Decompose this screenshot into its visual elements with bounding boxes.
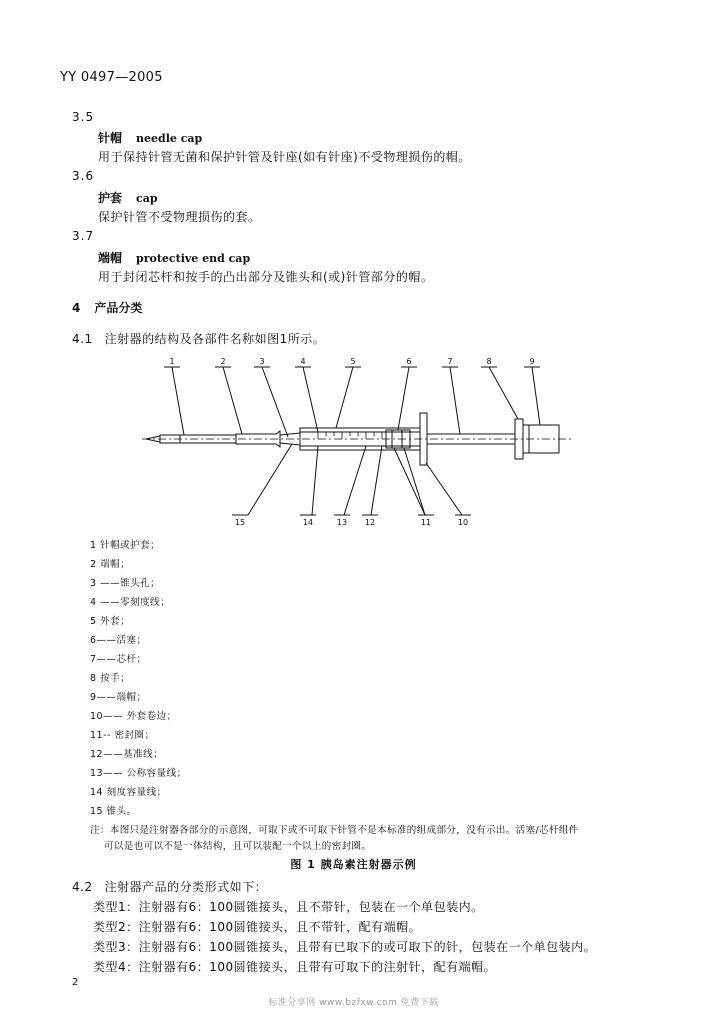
- term-heading: [98, 129, 202, 146]
- legend-item: 12——基准线；: [90, 749, 164, 760]
- clause-4-1: [72, 330, 325, 347]
- label-11: 11: [420, 518, 432, 527]
- label-13: 13: [336, 518, 348, 527]
- label-2: 2: [220, 357, 226, 366]
- term-en: cap: [136, 192, 158, 205]
- label-7: 7: [447, 357, 453, 366]
- label-6: 6: [406, 357, 412, 366]
- term-en: protective end cap: [136, 252, 251, 265]
- term-cn: 针帽: [98, 131, 123, 145]
- chapter-heading: [72, 299, 142, 316]
- term-definition: 用于封闭芯杆和按手的凸出部分及锥头和(或)针管部分的帽。: [98, 270, 434, 284]
- label-9: 9: [529, 357, 535, 366]
- legend-item: 6——活塞；: [90, 635, 147, 646]
- type-item: 类型1：注射器有6：100圆锥接头，且不带针，包装在一个单包装内。: [93, 900, 484, 914]
- term-definition: 用于保持针管无菌和保护针管及针座(如有针座)不受物理损伤的帽。: [98, 150, 471, 164]
- clause-text: 注射器产品的分类形式如下：: [104, 880, 268, 894]
- label-10: 10: [457, 518, 469, 527]
- legend-item: 8 按手；: [90, 673, 131, 684]
- section-number: 3.7: [72, 229, 95, 243]
- label-14: 14: [302, 518, 314, 527]
- clause-text: 注射器的结构及各部件名称如图1所示。: [104, 332, 326, 346]
- legend-item: 4 ——零刻度线；: [90, 597, 171, 608]
- term-heading: [98, 189, 158, 206]
- legend-item: 7——芯杆；: [90, 654, 147, 665]
- page-number: 2: [72, 977, 79, 988]
- clause-number: 4.1: [72, 332, 93, 346]
- section-number: 3.5: [72, 110, 95, 124]
- term-en: needle cap: [136, 132, 203, 145]
- legend-item: 14 刻度容量线；: [90, 787, 167, 798]
- label-3: 3: [259, 357, 265, 366]
- legend-item: 9——端帽；: [90, 692, 147, 703]
- term-cn: 端帽: [98, 251, 123, 265]
- legend-item: 11-- 密封圈；: [90, 730, 155, 741]
- term-definition: 保护针管不受物理损伤的套。: [98, 210, 261, 224]
- legend-item: 5 外套；: [90, 616, 131, 627]
- standard-number: YY 0497—2005: [60, 70, 163, 85]
- label-1: 1: [169, 357, 175, 366]
- syringe-diagram: [140, 355, 580, 530]
- term-heading: [98, 249, 250, 266]
- type-item: 类型2：注射器有6：100圆锥接头，且不带针，配有端帽。: [93, 920, 422, 934]
- legend-item: 10—— 外套卷边；: [90, 711, 177, 722]
- legend-item: 1 针帽或护套；: [90, 540, 161, 551]
- figure-caption: 图 1 胰岛素注射器示例: [290, 858, 417, 871]
- type-item: 类型4：注射器有6：100圆锥接头，且带有可取下的注射针，配有端帽。: [93, 960, 497, 974]
- term-cn: 护套: [98, 191, 123, 205]
- label-15: 15: [234, 518, 246, 527]
- legend-item: 2 端帽；: [90, 559, 131, 570]
- legend-item: 13—— 公称容量线；: [90, 768, 187, 779]
- label-12: 12: [364, 518, 376, 527]
- section-number: 3.6: [72, 169, 95, 183]
- legend-item: 15 锥头。: [90, 806, 137, 817]
- chapter-number: 4: [72, 301, 81, 315]
- chapter-title: 产品分类: [94, 301, 143, 315]
- clause-number: 4.2: [72, 880, 93, 894]
- clause-4-2: [72, 878, 267, 895]
- legend-item: 3 ——锥头孔；: [90, 578, 161, 589]
- watermark: 标准分享网 www.bzfxw.com 免费下载: [268, 998, 439, 1008]
- figure-note-line-2: 可以是也可以不是一体结构，且可以装配一个以上的密封圈。: [104, 841, 372, 852]
- label-5: 5: [350, 357, 356, 366]
- figure-note-line-1: 注：本图只是注射器各部分的示意图，可取下或不可取下针管不是本标准的组成部分，没有示出。活塞/芯杆组件: [90, 825, 579, 836]
- label-8: 8: [486, 357, 492, 366]
- label-4: 4: [300, 357, 306, 366]
- type-item: 类型3：注射器有6：100圆锥接头，且带有已取下的或可取下的针，包装在一个单包装内。: [93, 940, 597, 954]
